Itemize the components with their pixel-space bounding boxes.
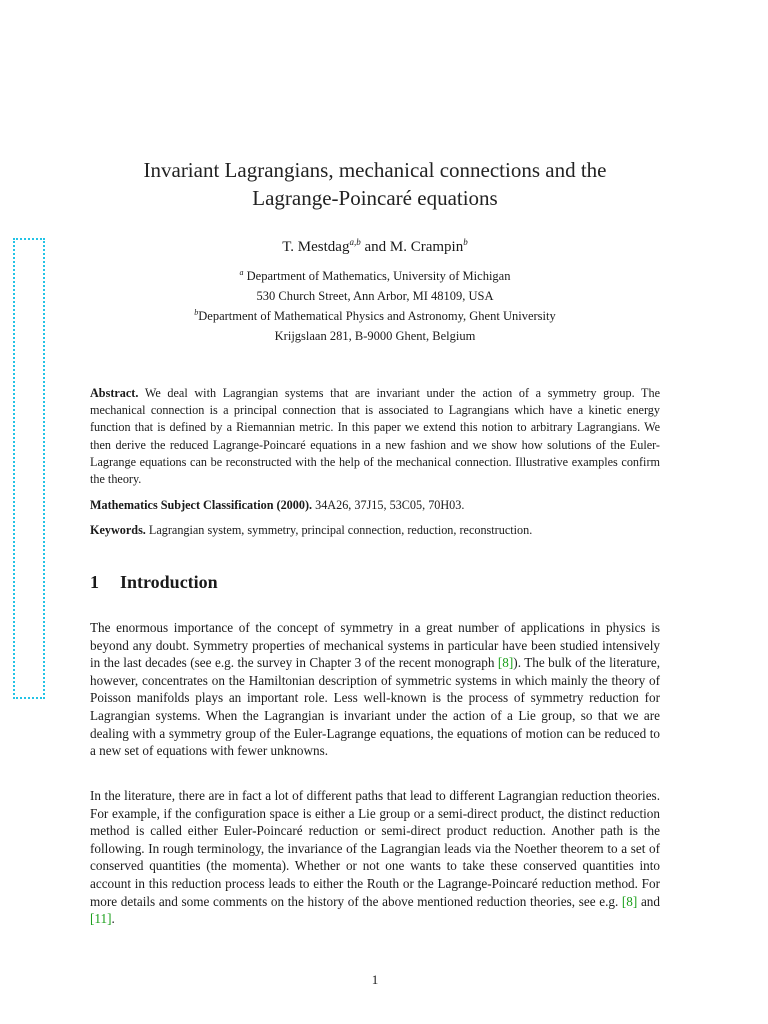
affiliation-a [90,263,660,306]
author-line [90,237,660,256]
paragraph-1 [90,619,660,760]
abstract-text: We deal with Lagrangian systems that are invariant under the action of a symmetry group. The mechanical connection is a principal connection that is associated to Lagrangians which have a kinetic energy function that is defined by a Riemannian metric. In this paper we extend this notion to arbitrary Lagrangians. We then derive the reduced Lagrange-Poincaré equations in a new fashion and we show how solutions of the Euler-Lagrange equations can be reconstructed with the help of the mechanical connection. Illustrative examples confirm the theory. [90,386,660,487]
section-number: 1 [90,572,99,592]
section-title: Introduction [120,572,218,592]
abstract-label: Abstract. [90,386,139,400]
author-2-affil: b [463,237,468,247]
affiliation-b [90,303,660,346]
p2-text-end: . [111,911,115,927]
msc-classification [90,497,660,514]
citation-link-8[interactable]: [8] [621,893,638,909]
author-1-affil: a,b [349,237,361,247]
paragraph-2 [90,787,660,928]
affil-b-line-2: Krijgslaan 281, B-9000 Ghent, Belgium [274,329,476,344]
page-number: 1 [371,972,379,987]
arxiv-stamp-frame [13,238,45,699]
author-1: T. Mestdag [282,239,350,255]
msc-label: Mathematics Subject Classification (2000). [90,498,313,512]
section-heading [90,572,218,593]
author-2: M. Crampin [389,239,464,255]
keywords-label: Keywords. [90,523,146,537]
keywords-text: Lagrangian system, symmetry, principal connection, reduction, reconstruction. [148,523,533,537]
title-line-2: Lagrange-Poincaré equations [252,186,498,210]
keywords [90,522,660,539]
abstract [90,385,660,488]
affil-b-line-1: Department of Mathematical Physics and Astronomy, Ghent University [198,309,556,324]
citation-link-8[interactable]: [8] [497,655,514,671]
msc-codes: 34A26, 37J15, 53C05, 70H03. [315,498,465,512]
p1-text-a: The enormous importance of the concept of symmetry in a great number of applications in physics is beyond any doubt. Symmetry properties of mechanical systems in particular have been studied intensively in the last decades (see e.g. the survey in Chapter 3 of the recent monograph [90,620,660,671]
citation-link-11[interactable]: [11] [90,911,112,927]
p1-text-b: ). The bulk of the literature, however, concentrates on the Hamiltonian description of symmetric systems in which mainly the theory of Poisson manifolds plays an important role. Less well-known is the process of symmetry reduction for Lagrangian systems. When the Lagrangian is invariant under the action of a Lie group, so that we are dealing with a symmetry group of the Euler-Lagrange equations, the equations of motion can be reduced to a new set of equations with fewer unknowns. [90,655,661,759]
p2-text-mid: and [637,893,660,909]
paper-title [90,156,660,212]
author-separator: and [360,239,390,255]
affil-a-line-1: Department of Mathematics, University of Michigan [243,269,511,284]
affil-a-marker: a [239,268,244,277]
p2-text-a: In the literature, there are in fact a lot of different paths that lead to different Lagrangian reduction theories. For example, if the configuration space is either a Lie group or a semi-direct product, the distinct reduction method is called either Euler-Poincaré reduction or semi-direct product reduction. Another path is the following. In rough terminology, the invariance of the Lagrangian leads via the Noether theorem to a set of conserved quantities (the momenta). Whether or not one wants to take these conserved quantities into account in this reduction process leads to either the Routh or the Lagrange-Poincaré reduction method. For more details and some comments on the history of the above mentioned reduction theories, see e.g. [90,788,660,909]
affil-b-marker: b [194,308,199,317]
title-line-1: Invariant Lagrangians, mechanical connections and the [143,158,607,182]
affil-a-line-2: 530 Church Street, Ann Arbor, MI 48109, USA [256,289,494,304]
